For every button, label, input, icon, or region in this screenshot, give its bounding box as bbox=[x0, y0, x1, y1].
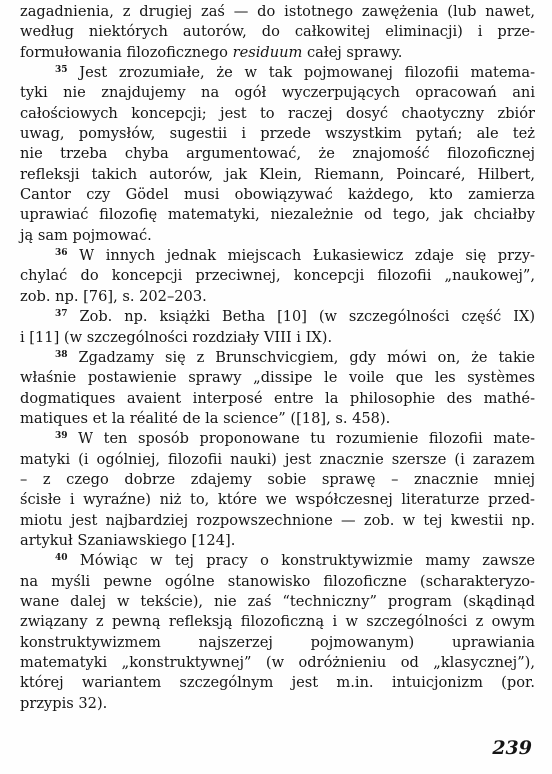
text-line bbox=[20, 531, 535, 551]
text-line bbox=[20, 653, 535, 673]
text-line bbox=[20, 592, 535, 612]
line-text: na myśli pewne ogólne stanowisko filozoficzne (scharakteryzo- bbox=[20, 572, 535, 590]
footnote-39-first-line bbox=[20, 429, 535, 449]
text-line bbox=[20, 673, 535, 693]
text-line bbox=[20, 185, 535, 205]
line-text: artykuł Szaniawskiego [124]. bbox=[20, 531, 236, 549]
text-line bbox=[20, 104, 535, 124]
footnote-number: 37 bbox=[55, 309, 68, 320]
line-text: właśnie postawienie sprawy „dissipe le voile que les systèmes bbox=[20, 369, 535, 387]
text-line bbox=[20, 226, 535, 246]
line-text: Jest zrozumiałe, że w tak pojmowanej filozofii matema- bbox=[79, 64, 535, 82]
text-line bbox=[20, 572, 535, 592]
text-line bbox=[20, 612, 535, 632]
text-line bbox=[20, 470, 535, 490]
text-line bbox=[20, 2, 535, 22]
footnote-35-first-line bbox=[20, 63, 535, 83]
line-text: zagadnienia, z drugiej zaś — do istotnego zawężenia (lub nawet, bbox=[20, 3, 535, 20]
line-text: chylać do koncepcji przeciwnej, koncepcji filozofii „naukowej”, bbox=[20, 267, 535, 285]
line-text: Zgadzamy się z Brunschvicgiem, gdy mówi on, że takie bbox=[78, 349, 535, 366]
text-line bbox=[20, 328, 535, 348]
text-line bbox=[20, 287, 535, 307]
text-line bbox=[20, 144, 535, 164]
text-line bbox=[20, 694, 535, 714]
line-text: zob. np. [76], s. 202–203. bbox=[20, 287, 207, 305]
text-line bbox=[20, 450, 535, 470]
footnote-number: 38 bbox=[55, 349, 68, 360]
line-text: konstruktywizmem najszerzej pojmowanym) uprawiania bbox=[20, 633, 535, 651]
text-line bbox=[20, 83, 535, 103]
line-text: całościowych koncepcji; jest to raczej dosyć chaotyczny zbiór bbox=[20, 104, 535, 122]
footnote-number: 36 bbox=[55, 248, 68, 259]
footnote-number: 39 bbox=[55, 431, 68, 442]
text-line bbox=[20, 43, 535, 63]
line-text: W innych jednak miejscach Łukasiewicz zdaje się przy- bbox=[79, 247, 535, 265]
footnote-38-first-line bbox=[20, 348, 535, 368]
footnote-37-first-line bbox=[20, 307, 535, 327]
line-text: i [11] (w szczególności rozdziały VIII i IX). bbox=[20, 328, 333, 346]
line-text: przypis 32). bbox=[20, 694, 108, 712]
line-text: według niektórych autorów, do całkowitej eliminacji) i prze- bbox=[20, 23, 535, 41]
footnote-number: 35 bbox=[55, 65, 68, 76]
line-text: dogmatiques avaient interposé entre la philosophie des mathé- bbox=[20, 389, 535, 407]
line-text: refleksji takich autorów, jak Klein, Riemann, Poincaré, Hilbert, bbox=[20, 165, 535, 183]
line-text: miotu jest najbardziej rozpowszechnione — zob. w tej kwestii np. bbox=[20, 511, 535, 529]
line-text: ścisłe i wyraźne) niż to, które we współczesnej literaturze przed- bbox=[20, 491, 535, 509]
line-text: związany z pewną refleksją filozoficzną i w szczególności z owym bbox=[20, 613, 535, 631]
line-text: uwag, pomysłów, sugestii i przede wszystkim pytań; ale też bbox=[20, 125, 535, 143]
line-text: nie trzeba chyba argumentować, że znajomość filozoficznej bbox=[20, 145, 535, 163]
text-line bbox=[20, 165, 535, 185]
footnotes-text-block bbox=[20, 2, 535, 714]
italic-term: residuum bbox=[232, 43, 303, 61]
text-line bbox=[20, 266, 535, 286]
line-text: matyki (i ogólniej, filozofii nauki) jest znacznie szersze (i zarazem bbox=[20, 450, 535, 468]
text-line bbox=[20, 205, 535, 225]
footnote-40-first-line bbox=[20, 551, 535, 571]
line-text: wane dalej w tekście), nie zaś “techniczny” program (skądinąd bbox=[20, 592, 535, 610]
text-line bbox=[20, 124, 535, 144]
line-text: – z czego dobrze zdajemy sobie sprawę – znacznie mniej bbox=[20, 470, 535, 488]
footnote-36-first-line bbox=[20, 246, 535, 266]
line-text: matiques et la réalité de la science” ([18], s. 458). bbox=[20, 409, 391, 427]
line-text: formułowania filozoficznego bbox=[20, 43, 233, 61]
text-line bbox=[20, 22, 535, 42]
line-text: tyki nie znajdujemy na ogół wyczerpujących opracowań ani bbox=[20, 84, 535, 102]
line-text: Cantor czy Gödel musi obowiązywać każdego, kto zamierza bbox=[20, 186, 535, 204]
line-text: Zob. np. książki Betha [10] (w szczególności część IX) bbox=[79, 309, 535, 326]
text-line bbox=[20, 511, 535, 531]
text-line bbox=[20, 633, 535, 653]
text-line bbox=[20, 490, 535, 510]
line-text: której wariantem szczególnym jest m.in. intuicjonizm (por. bbox=[20, 674, 535, 692]
line-text: Mówiąc w tej pracy o konstruktywizmie mamy zawsze bbox=[79, 552, 535, 570]
text-line bbox=[20, 389, 535, 409]
footnote-number: 40 bbox=[55, 553, 68, 564]
text-line bbox=[20, 368, 535, 388]
line-text: całej sprawy. bbox=[302, 43, 403, 61]
line-text: uprawiać filozofię matematyki, niezależnie od tego, jak chciałby bbox=[20, 206, 535, 224]
text-line bbox=[20, 409, 535, 429]
line-text: ją sam pojmować. bbox=[20, 226, 152, 244]
line-text: matematyki „konstruktywnej” (w odróżnieniu od „klasycznej”), bbox=[20, 654, 535, 671]
page-number: 239 bbox=[492, 737, 532, 759]
line-text: W ten sposób proponowane tu rozumienie filozofii mate- bbox=[78, 431, 535, 448]
